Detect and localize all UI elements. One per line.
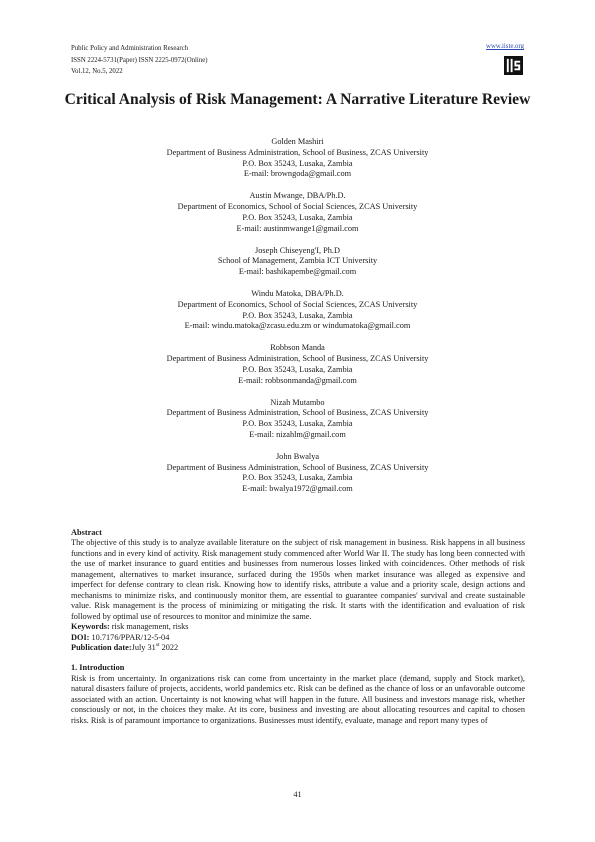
author-affiliation-line: Department of Business Administration, School of Business, ZCAS University <box>166 354 429 364</box>
author-affiliation-line: P.O. Box 35243, Lusaka, Zambia <box>242 310 353 320</box>
author-name: Austin Mwange, DBA/Ph.D. <box>249 191 346 201</box>
author-block <box>60 246 535 278</box>
author-name: Windu Matoka, DBA/Ph.D. <box>251 289 344 299</box>
keywords-line <box>71 622 525 632</box>
author-affiliation-line: P.O. Box 35243, Lusaka, Zambia <box>242 158 353 168</box>
author-block <box>60 191 535 234</box>
author-name: Golden Mashiri <box>271 137 324 146</box>
author-block <box>60 343 535 386</box>
author-block <box>60 452 535 495</box>
paper-title: Critical Analysis of Risk Management: A Narrative Literature Review <box>64 91 531 108</box>
author-affiliation-line: P.O. Box 35243, Lusaka, Zambia <box>242 364 353 374</box>
pubdate-suffix: st <box>155 642 160 649</box>
author-name: Nizah Mutambo <box>270 397 325 407</box>
author-affiliation-line: P.O. Box 35243, Lusaka, Zambia <box>242 473 353 483</box>
website-block <box>486 43 524 50</box>
author-affiliation-line: Department of Business Administration, School of Business, ZCAS University <box>166 462 429 472</box>
doi-label: DOI: <box>71 632 90 642</box>
website-link[interactable]: www.iiste.org <box>486 43 524 50</box>
author-affiliation-line: Department of Economics, School of Social Sciences, ZCAS University <box>177 202 418 212</box>
author-affiliation-line: E-mail: robbsonmanda@gmail.com <box>238 375 357 385</box>
author-affiliation-line: E-mail: bwalya1972@gmail.com <box>242 484 353 494</box>
introduction-heading: 1. Introduction <box>71 663 125 673</box>
author-affiliation-line: School of Management, Zambia ICT University <box>217 256 378 266</box>
keywords-value: risk management, risks <box>111 622 189 632</box>
issn-line: ISSN 2224-5731(Paper) ISSN 2225-0972(Online) <box>71 56 208 64</box>
volume-line: Vol.12, No.5, 2022 <box>71 68 123 75</box>
author-name: Robbson Manda <box>270 343 325 353</box>
author-affiliation-line: Department of Business Administration, School of Business, ZCAS University <box>166 147 429 157</box>
publication-date-line <box>71 643 525 653</box>
running-header <box>71 43 208 78</box>
author-affiliation-line: E-mail: browngoda@gmail.com <box>243 169 352 179</box>
doi-line <box>71 633 525 643</box>
page-number: 41 <box>293 790 302 799</box>
author-list <box>60 137 535 506</box>
pubdate-year: 2022 <box>161 642 179 652</box>
pubdate-label: Publication date: <box>71 642 132 652</box>
author-name: Joseph Chiseyeng'I, Ph.D <box>255 245 340 255</box>
author-block <box>60 398 535 441</box>
author-block <box>60 137 535 180</box>
doi-value: 10.7176/PPAR/12-5-04 <box>91 632 170 642</box>
pubdate-value: July 31 <box>131 642 156 652</box>
author-affiliation-line: E-mail: austinmwange1@gmail.com <box>236 223 359 233</box>
journal-name: Public Policy and Administration Research <box>71 45 189 52</box>
author-affiliation-line: P.O. Box 35243, Lusaka, Zambia <box>242 212 353 222</box>
abstract-text: The objective of this study is to analyze available literature on the subject of risk management in business. Risk happens in all business functions and in every kind of activity. Risk management study commenced after World War II. The study has long been connected with the use of market insurance to guard entities and businesses from numerous losses linked with coincidences. Other methods of risk management, alternatives to market insurance, surfaced during the 1950s when market insurance was alleged as expensive and imperfect for defense contrary to clean risk. Knowing how to identify risks, attribute a value and a priority scale, design actions and mechanisms to minimize risks, and continuously monitor them, are essential to guarantee companies' survival and create sustainable value. Risk management is the process of minimizing or mitigating the risk. It starts with the identification and evaluation of risk followed by optimal use of resources to monitor and minimize the same. <box>71 538 525 621</box>
author-affiliation-line: E-mail: bashikapembe@gmail.com <box>238 267 357 277</box>
author-block <box>60 289 535 332</box>
author-affiliation-line: E-mail: windu.matoka@zcasu.edu.zm or windumatoka@gmail.com <box>184 321 411 331</box>
author-affiliation-line: E-mail: nizahlm@gmail.com <box>249 430 346 439</box>
keywords-label: Keywords: <box>71 622 110 632</box>
author-affiliation-line: Department of Business Administration, School of Business, ZCAS University <box>166 408 429 418</box>
iiste-logo-icon <box>504 56 523 75</box>
paper-body <box>71 528 525 726</box>
introduction-text: Risk is from uncertainty. In organizations risk can come from uncertainty in the market place (demand, supply and Stock market), natural disasters failure of projects, accidents, world pandemics etc. Risk can be defined as the chance of loss or an unfavorable outcome associated with an action. Uncertainty is not knowing what will happen in the future. All business and investors manage risk, whether consciously or not, in the choices they make. At its core, business and investing are about allocating resources and capital to chosen risks. Risk is of paramount importance to organizations. Businesses must identify, evaluate, manage and report many types of <box>71 673 525 725</box>
author-affiliation-line: Department of Economics, School of Social Sciences, ZCAS University <box>177 299 418 309</box>
author-affiliation-line: P.O. Box 35243, Lusaka, Zambia <box>242 419 353 429</box>
author-name: John Bwalya <box>275 451 320 461</box>
abstract-heading: Abstract <box>71 528 102 537</box>
